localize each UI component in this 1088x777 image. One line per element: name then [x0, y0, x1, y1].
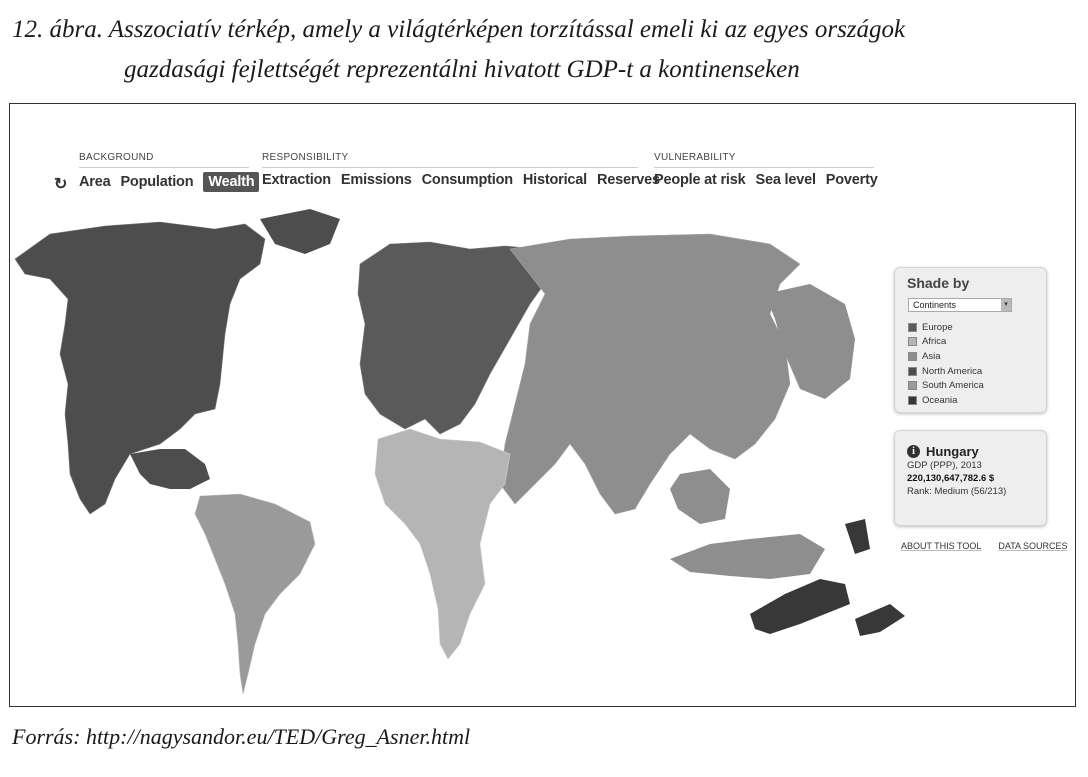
legend-item-south-america: [908, 378, 984, 393]
legend-item-europe: [908, 320, 984, 335]
legend-label: North America: [922, 365, 983, 377]
tab-wealth[interactable]: Wealth: [203, 172, 259, 192]
tab-reserves[interactable]: Reserves: [596, 172, 660, 188]
tab-people-at-risk[interactable]: People at risk: [654, 172, 746, 188]
shade-by-select[interactable]: [908, 298, 1012, 312]
tab-poverty[interactable]: Poverty: [825, 172, 878, 188]
legend-label: Oceania: [922, 394, 958, 406]
nav-group-vulnerability: [654, 152, 878, 197]
region-new-zealand[interactable]: [855, 604, 905, 636]
source-citation: Forrás: http://nagysandor.eu/TED/Greg_Asner.html: [12, 724, 471, 749]
nav-group-background: [79, 152, 255, 197]
region-indonesia[interactable]: [670, 469, 730, 524]
figure-caption: [12, 10, 1072, 90]
chevron-down-icon: ▾: [1001, 299, 1011, 311]
region-pacific-islands[interactable]: [845, 519, 870, 554]
legend-item-north-america: [908, 364, 984, 379]
country-value: 220,130,647,782.6 $: [907, 473, 995, 484]
legend-item-oceania: [908, 393, 984, 408]
group-label-vulnerability: VULNERABILITY: [654, 152, 874, 168]
country-name: Hungary: [926, 444, 979, 459]
info-icon: i: [907, 445, 920, 458]
footer-links: [901, 541, 1068, 551]
tab-historical[interactable]: Historical: [522, 172, 587, 188]
region-south-america[interactable]: [195, 494, 315, 694]
legend-swatch: [908, 367, 917, 376]
shade-by-title: Shade by: [907, 275, 970, 291]
legend-label: Asia: [922, 350, 941, 362]
nav-group-responsibility: [262, 152, 660, 197]
legend-swatch: [908, 396, 917, 405]
tab-emissions[interactable]: Emissions: [340, 172, 412, 188]
country-info-panel: [894, 430, 1047, 526]
tab-extraction[interactable]: Extraction: [262, 172, 331, 188]
country-metric: GDP (PPP), 2013: [907, 460, 982, 471]
legend-label: Africa: [922, 336, 947, 348]
legend-swatch: [908, 381, 917, 390]
caption-line-2: gazdasági fejlettségét reprezentálni hivatott GDP-t a kontinenseken: [124, 56, 800, 83]
caption-line-1: 12. ábra. Asszociatív térkép, amely a világtérképen torzítással emeli ki az egyes országok: [12, 16, 906, 43]
region-asia[interactable]: [500, 234, 800, 514]
about-tool-link[interactable]: ABOUT THIS TOOL: [901, 541, 982, 551]
legend-label: South America: [922, 380, 984, 392]
country-info-header: [907, 444, 1046, 459]
legend-item-asia: [908, 349, 984, 364]
legend-swatch: [908, 352, 917, 361]
refresh-icon[interactable]: ↻: [54, 176, 68, 193]
tab-sea-level[interactable]: Sea level: [755, 172, 816, 188]
legend-label: Europe: [922, 321, 953, 333]
region-africa[interactable]: [375, 429, 510, 659]
data-sources-link[interactable]: DATA SOURCES: [998, 541, 1068, 551]
continent-legend: [908, 320, 984, 408]
region-oceania[interactable]: [750, 579, 850, 634]
legend-swatch: [908, 323, 917, 332]
region-greenland[interactable]: [260, 209, 340, 254]
tab-consumption[interactable]: Consumption: [421, 172, 513, 188]
tab-area[interactable]: Area: [79, 174, 111, 190]
group-label-background: BACKGROUND: [79, 152, 249, 168]
region-southeast-asia[interactable]: [670, 534, 825, 579]
shade-by-panel: [894, 267, 1047, 413]
country-rank: Rank: Medium (56/213): [907, 486, 1007, 497]
legend-item-africa: [908, 335, 984, 350]
tab-population[interactable]: Population: [120, 174, 194, 190]
shade-by-select-value: Continents: [913, 300, 957, 310]
region-central-america[interactable]: [130, 449, 210, 489]
group-label-responsibility: RESPONSIBILITY: [262, 152, 638, 168]
app-screenshot-frame: [9, 103, 1076, 707]
legend-swatch: [908, 337, 917, 346]
